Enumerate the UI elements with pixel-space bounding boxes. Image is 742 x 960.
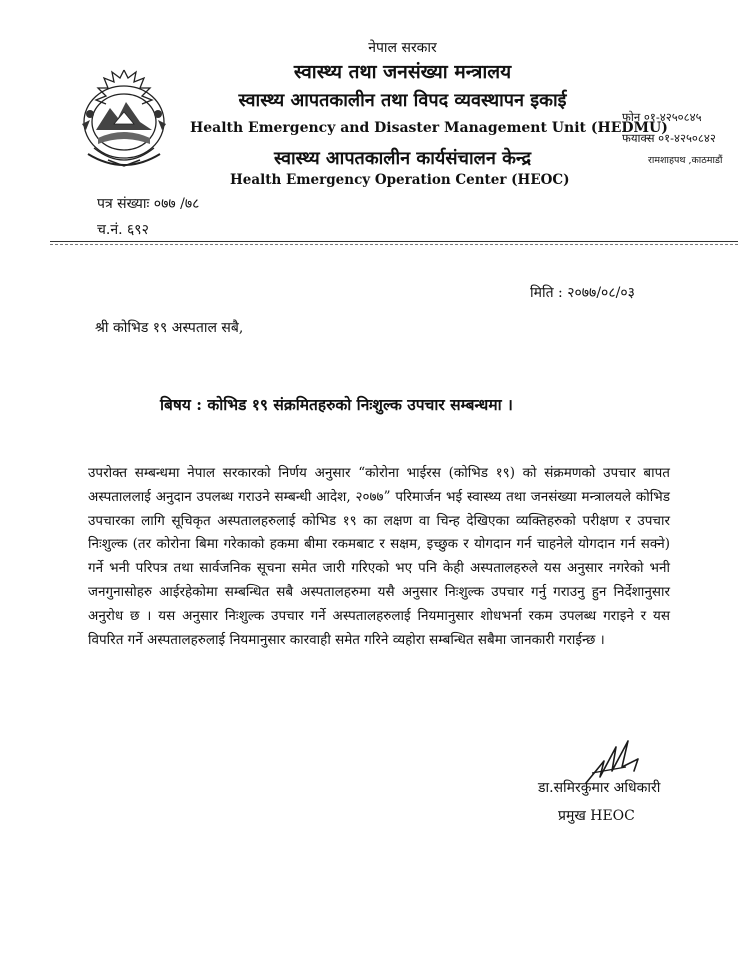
unit-name-english: Health Emergency and Disaster Management Unit (HEDMU): [190, 120, 668, 136]
ministry-name: स्वास्थ्य तथा जनसंख्या मन्त्रालय: [293, 61, 512, 83]
signatory-title: प्रमुख HEOC: [558, 808, 635, 824]
center-name-nepali: स्वास्थ्य आपतकालीन कार्यसंचालन केन्द्र: [273, 148, 532, 169]
letter-date: मिति : २०७७/०८/०३: [530, 285, 635, 301]
letter-number: पत्र संख्याः ०७७ /७८: [97, 196, 200, 212]
subject-line: बिषय : कोभिड १९ संक्रमितहरुको निःशुल्क उपचार सम्बन्धमा ।: [160, 395, 513, 414]
fax-number: फयाक्स ०१-४२५०८४२: [622, 131, 716, 145]
header-divider-secondary: [50, 244, 738, 245]
unit-name-nepali: स्वास्थ्य आपतकालीन तथा विपद व्यवस्थापन इकाई: [238, 90, 567, 111]
office-address: रामशाहपथ ,काठमाडौं: [648, 155, 723, 166]
addressee: श्री कोभिड १९ अस्पताल सबै,: [95, 320, 244, 336]
government-name: नेपाल सरकार: [368, 40, 437, 56]
signatory-name: डा.समिरकुमार अधिकारी: [538, 780, 661, 796]
center-name-english: Health Emergency Operation Center (HEOC): [230, 172, 570, 188]
phone-number: फोन ०१-४२५०८४५: [622, 110, 702, 124]
letter-body: उपरोक्त सम्बन्धमा नेपाल सरकारको निर्णय अनुसार “कोरोना भाईरस (कोभिड १९) को संक्रमणको उपचार बापत अस्पताललाई अनुदान उपलब्ध गराउने सम्बन्धी आदेश, २०७७” परिमार्जन भई स्वास्थ्य तथा जनसंख्या मन्त्रालयले कोभिड उपचारका लागि सूचिकृत अस्पतालहरुलाई कोभिड १९ का लक्षण वा चिन्ह देखिएका व्यक्तिहरुको परीक्षण र उपचार निःशुल्क (तर कोरोना बिमा गरेकाको हकमा बीमा रकमबाट र सक्षम, इच्छुक र योगदान गर्न चाहनेले योगदान गर्न सक्ने) गर्ने भनी परिपत्र तथा सार्वजनिक सूचना समेत जारी गरिएको भए पनि केही अस्पतालहरुले यस अनुसार नगरेको भनी जनगुनासोहरु आईरहेकोमा सम्बन्धित सबै अस्पतालहरुमा यसै अनुसार निःशुल्क उपचार गर्नु गराउनु हुन निर्देशानुसार अनुरोध छ । यस अनुसार निःशुल्क उपचार गर्ने अस्पतालहरुलाई नियमानुसार शोधभर्ना रकम उपलब्ध गराइने र यस विपरित गर्ने अस्पतालहरुलाई नियमानुसार कारवाही समेत गरिने व्यहोरा सम्बन्धित सबैमा जानकारी गराईन्छ ।: [88, 465, 670, 648]
dispatch-number: च.नं. ६९२: [97, 222, 149, 238]
header-divider: [50, 241, 738, 242]
nepal-emblem-logo: [68, 64, 180, 176]
